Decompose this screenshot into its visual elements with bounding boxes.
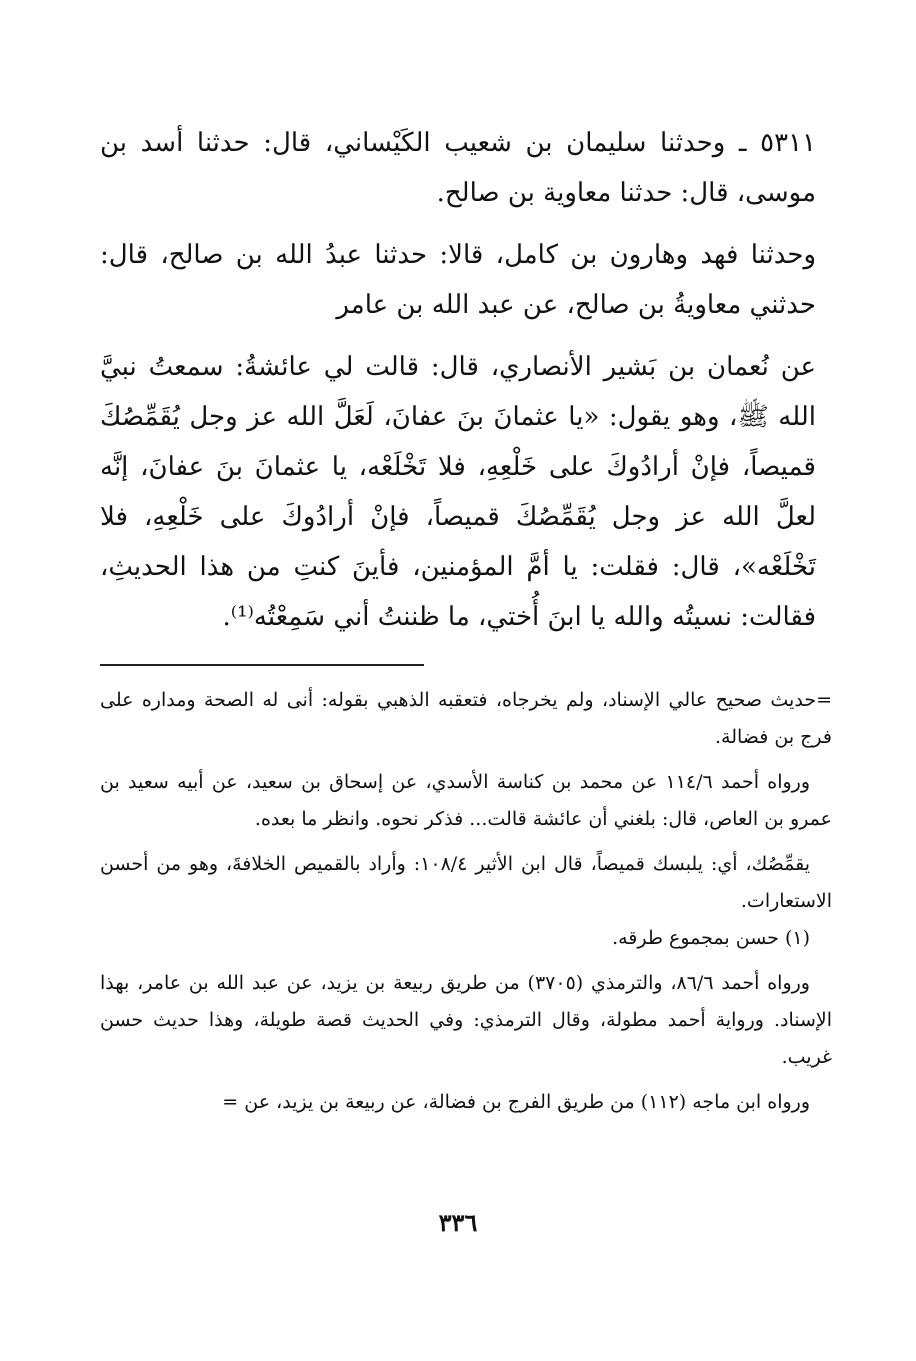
footnote-paragraph: ورواه ابن ماجه (١١٢) من طريق الفرج بن فضالة، عن ربيعة بن يزيد، عن = (222, 1091, 810, 1113)
main-text (100, 118, 816, 642)
book-page (100, 118, 832, 1268)
footnotes (100, 682, 832, 1121)
footnote-paragraph: (١) حسن بمجموع طرقه. (612, 927, 810, 949)
footnote-paragraph: ورواه أحمد ٨٦/٦، والترمذي (٣٧٠٥) من طريق ربيعة بن يزيد، عن عبد الله بن عامر، بهذا الإسناد. ورواية أحمد مطولة، وقال الترمذي: وفي الحديث قصة طويلة، وهذا حديث حسن غريب. (100, 972, 832, 1068)
hadith-isnad-paragraph-1: ٥٣١١ ـ وحدثنا سليمان بن شعيب الكَيْساني، قال: حدثنا أسد بن موسى، قال: حدثنا معاوية بن صالح. (100, 128, 817, 208)
page-number: ٣٣٦ (438, 1208, 478, 1237)
footnote-paragraph: =حديث صحيح عالي الإسناد، ولم يخرجاه، فتعقبه الذهبي بقوله: أنى له الصحة ومداره على فرج بن فضالة. (100, 689, 832, 748)
footnote-paragraph: ورواه أحمد ١١٤/٦ عن محمد بن كناسة الأسدي، عن إسحاق بن سعيد، عن أبيه سعيد بن عمرو بن العاص، قال: بلغني أن عائشة قالت... فذكر نحوه. وانظر ما بعده. (100, 771, 832, 830)
hadith-matn-paragraph: عن نُعمان بن بَشير الأنصاري، قال: قالت لي عائشةُ: سمعتُ نبيَّ الله ﷺ، وهو يقول: «يا عثمانَ بنَ عفانَ، لَعَلَّ الله عز وجل يُقَمِّصُكَ قميصاً، فإنْ أرادُوكَ على خَلْعِهِ، فلا تَخْلَعْه، يا عثمانَ بنَ عفانَ، إنَّه لعلَّ الله عز وجل يُقَمِّصُكَ قميصاً، فإنْ أرادُوكَ على خَلْعِهِ، فلا تَخْلَعْه»، قال: فقلت: يا أمَّ المؤمنين، فأينَ كنتِ من هذا الحديثِ، فقالت: نسيتُه والله يا ابنَ أُختي، ما ظننتُ أني سَمِعْتُه⁽¹⁾. (100, 352, 816, 632)
footnote-paragraph: يقمِّصُك، أي: يلبسك قميصاً، قال ابن الأثير ١٠٨/٤: وأراد بالقميص الخلافةَ، وهو من أحسن الاستعارات. (100, 853, 832, 912)
footnote-divider (100, 664, 424, 666)
hadith-isnad-paragraph-2: وحدثنا فهد وهارون بن كامل، قالا: حدثنا عبدُ الله بن صالح، قال: حدثني معاويةُ بن صالح، عن عبد الله بن عامر (100, 240, 816, 320)
